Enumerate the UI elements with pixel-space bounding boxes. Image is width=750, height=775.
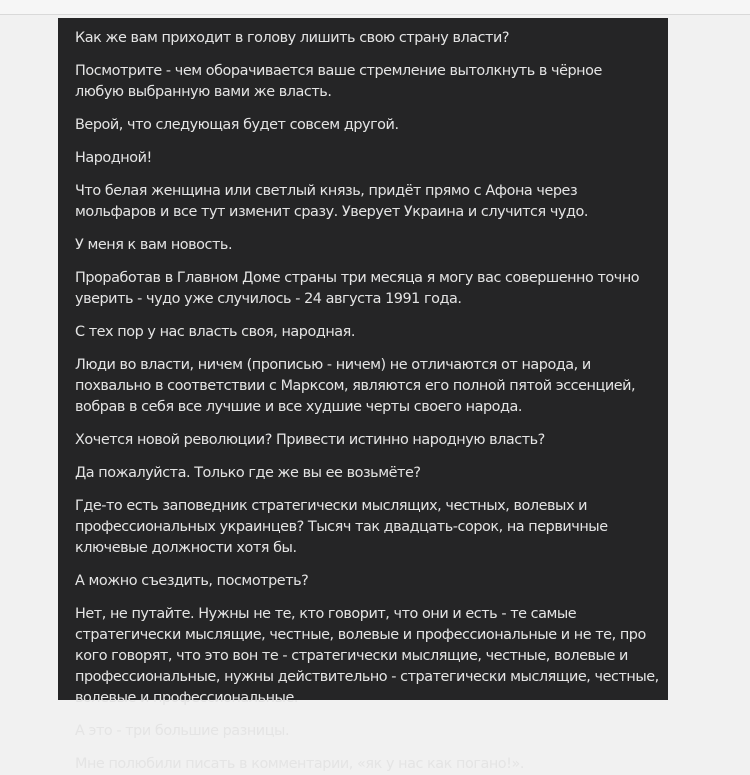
page-top-bar [0,0,750,15]
post-line: С тех пор у нас власть своя, народная. [75,324,356,340]
post-paragraph [75,268,668,310]
post-line: Верой, что следующая будет совсем другой. [75,117,399,133]
post-line: Посмотрите - чем оборачивается ваше стремление вытолкнуть в чёрное [75,63,602,79]
post-line: похвально в соответствии с Марксом, являются его полной пятой эссенцией, [75,378,636,394]
post-line: Да пожалуйста. Только где же вы ее возьмёте? [75,465,421,481]
post-paragraph [75,115,668,136]
post-paragraph [75,571,668,592]
post-line: уверить - чудо уже случилось - 24 августа 1991 года. [75,291,462,307]
post-line: Люди во власти, ничем (прописью - ничем) не отличаются от народа, и [75,357,591,373]
post-line: Как же вам приходит в голову лишить свою страну власти? [75,30,510,46]
post-paragraph [75,496,668,559]
post-line: кого говорят, что это вон те - стратегически мыслящие, честные, волевые и [75,648,628,664]
post-line: Нет, не путайте. Нужны не те, кто говорит, что они и есть - те самые [75,606,577,622]
post-line: любую выбранную вами же власть. [75,84,332,100]
post-line: Хочется новой революции? Привести истинно народную власть? [75,432,545,448]
post-text-body [75,28,668,775]
post-line: профессиональные, нужны действительно - стратегически мыслящие, честные, [75,669,659,685]
post-paragraph [75,430,668,451]
post-paragraph [75,355,668,418]
post-text-card [58,18,668,772]
post-line: У меня к вам новость. [75,237,233,253]
post-line: Проработав в Главном Доме страны три месяца я могу вас совершенно точно [75,270,640,286]
post-paragraph [75,28,668,49]
post-paragraph [75,148,668,169]
post-paragraph [75,604,668,709]
post-line: профессиональных украинцев? Тысяч так двадцать-сорок, на первичные [75,519,608,535]
post-line: мольфаров и все тут изменит сразу. Уверует Украина и случится чудо. [75,204,588,220]
post-paragraph [75,61,668,103]
post-line: ключевые должности хотя бы. [75,540,297,556]
post-line: А это - три большие разницы. [75,723,290,739]
post-line: Мне полюбили писать в комментарии, «як у нас как погано!». [75,756,524,772]
post-paragraph [75,181,668,223]
post-line: вобрав в себя все лучшие и все худшие черты своего народа. [75,399,522,415]
post-line: волевые и профессиональные. [75,690,298,706]
post-paragraph [75,463,668,484]
post-paragraph [75,235,668,256]
post-line: стратегически мыслящие, честные, волевые и профессиональные и не те, про [75,627,646,643]
post-line: Народной! [75,150,152,166]
post-paragraph [75,322,668,343]
post-line: Что белая женщина или светлый князь, придёт прямо с Афона через [75,183,578,199]
post-line: Где-то есть заповедник стратегически мыслящих, честных, волевых и [75,498,588,514]
post-paragraph [75,754,668,775]
post-line: А можно съездить, посмотреть? [75,573,309,589]
post-paragraph [75,721,668,742]
